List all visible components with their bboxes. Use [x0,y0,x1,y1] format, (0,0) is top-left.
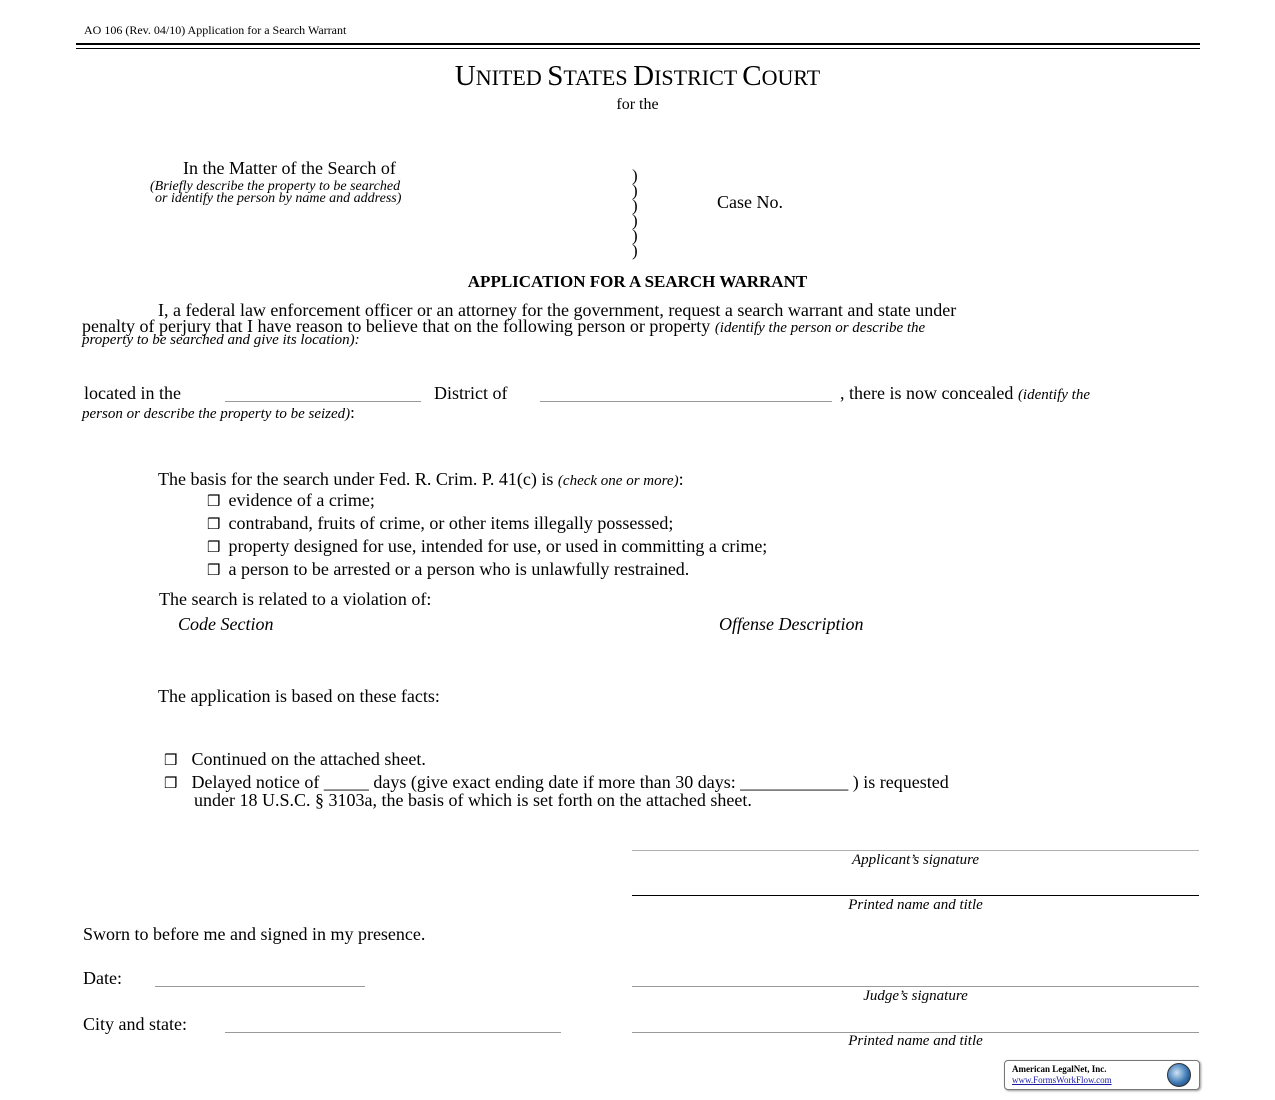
judge-signature-label: Judge’s signature [863,988,968,1004]
footer-logo-box [1004,1060,1200,1090]
header-rule-thick [76,43,1200,45]
caption-paren-3: ) [632,196,638,215]
checkbox-icon[interactable]: ❒ [207,517,221,533]
checkbox-icon[interactable]: ❒ [207,494,221,510]
violation-intro: The search is related to a violation of: [159,589,432,609]
delayed-notice-option[interactable]: ❒ Delayed notice of _____ days (give exact ending date if more than 30 days: ____________ ) is requested [164,772,949,792]
applicant-printed-name-label: Printed name and title [848,897,983,913]
date-field[interactable] [155,986,365,987]
concealed-label: , there is now concealed (identify the [840,383,1090,403]
intro-line-2: penalty of perjury that I have reason to believe that on the following person or property (identify the person or describe the [82,316,926,336]
globe-icon [1167,1063,1191,1087]
matter-instruction-1: (Briefly describe the property to be searched [150,179,401,194]
delayed-notice-line-2: under 18 U.S.C. § 3103a, the basis of which is set forth on the attached sheet. [194,790,752,810]
matter-label: In the Matter of the Search of [183,158,396,178]
footer-company: American LegalNet, Inc. [1012,1064,1107,1074]
checkbox-icon[interactable]: ❒ [164,776,178,792]
district-of-label: District of [434,383,508,403]
basis-option-person[interactable]: ❒ a person to be arrested or a person who is unlawfully restrained. [207,559,690,579]
case-no-label: Case No. [717,192,783,212]
basis-option-evidence[interactable]: ❒ evidence of a crime; [207,490,375,510]
basis-option-property[interactable]: ❒ property designed for use, intended for use, or used in committing a crime; [207,536,768,556]
located-in-label: located in the [84,383,181,403]
matter-instruction-2: or identify the person by name and address) [155,191,402,206]
seized-note: person or describe the property to be seized): [82,403,355,422]
date-label: Date: [83,968,122,988]
offense-description-label: Offense Description [719,614,864,634]
facts-intro: The application is based on these facts: [158,686,440,706]
applicant-signature-line[interactable] [632,850,1199,851]
header-rule-thin [76,48,1200,49]
applicant-printed-name-line[interactable] [632,895,1199,896]
basis-intro: The basis for the search under Fed. R. Crim. P. 41(c) is (check one or more): [158,469,684,489]
caption-paren-6: ) [632,241,638,260]
caption-paren-4: ) [632,211,638,230]
code-section-label: Code Section [178,614,274,634]
district-name-field[interactable] [225,401,421,402]
footer-url[interactable]: www.FormsWorkFlow.com [1012,1075,1112,1085]
caption-paren-5: ) [632,226,638,245]
caption-paren-1: ) [632,166,638,185]
intro-line-3: property to be searched and give its location): [82,332,360,348]
court-title: UNITED STATES DISTRICT COURT [454,60,821,92]
continued-option[interactable]: ❒ Continued on the attached sheet. [164,749,426,769]
sworn-statement: Sworn to before me and signed in my presence. [83,924,426,944]
caption-paren-2: ) [632,181,638,200]
intro-line-1: I, a federal law enforcement officer or an attorney for the government, request a search warrant and state under [158,300,957,320]
applicant-signature-label: Applicant’s signature [851,852,980,868]
checkbox-icon[interactable]: ❒ [207,540,221,556]
checkbox-icon[interactable]: ❒ [207,563,221,579]
checkbox-icon[interactable]: ❒ [164,753,178,769]
judge-printed-name-label: Printed name and title [848,1033,983,1049]
for-the-label: for the [616,96,659,113]
basis-option-contraband[interactable]: ❒ contraband, fruits of crime, or other items illegally possessed; [207,513,674,533]
form-id: AO 106 (Rev. 04/10) Application for a Search Warrant [84,23,347,37]
city-state-field[interactable] [225,1032,561,1033]
judge-signature-line[interactable] [632,986,1199,987]
city-state-label: City and state: [83,1014,187,1034]
district-of-field[interactable] [540,401,832,402]
application-heading: APPLICATION FOR A SEARCH WARRANT [467,272,808,291]
